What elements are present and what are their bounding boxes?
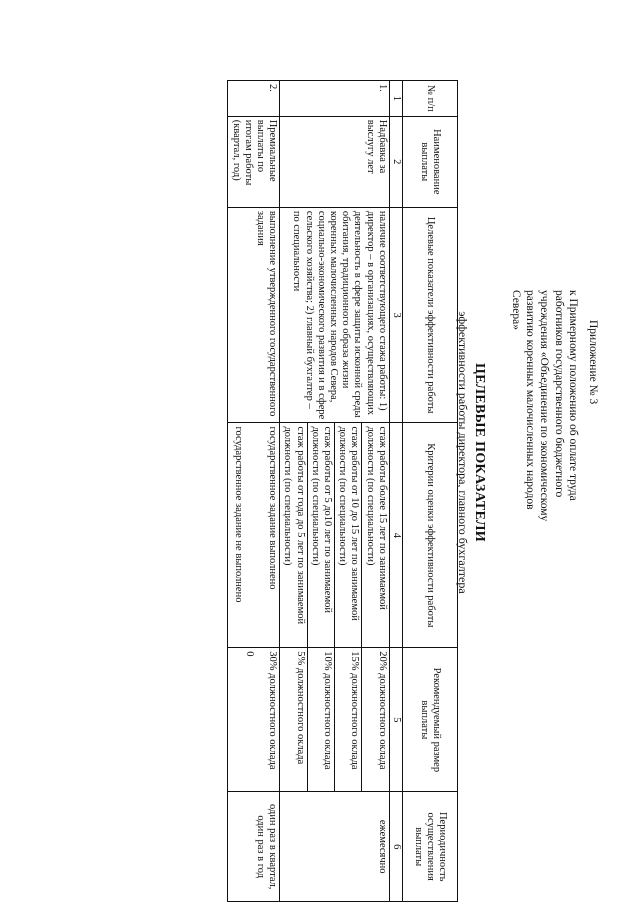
size-cell [228,648,280,792]
table-header-row [403,81,458,902]
column-number: 3 [389,207,402,423]
column-number: 4 [389,423,402,648]
column-number: 2 [389,116,402,207]
appendix-line: развитию коренных малочисленных народов [524,290,537,510]
table-row [228,81,280,902]
payment-name: Надбавка за выслугу лет [280,116,390,207]
column-number: 6 [389,792,402,902]
criteria-cell [228,423,280,648]
size-cell: 15% должностного оклада [334,648,361,792]
header-indicators: Целевые показатели эффективности работы [403,207,458,423]
size-fulfilled: 30% должностного оклада [267,651,279,770]
size-not-fulfilled: 0 [243,651,255,657]
header-size: Рекомендуемый размер выплаты [403,648,458,792]
header-payment-name: Наименование выплаты [403,116,458,207]
indicator-text: выполнение утвержденного государственного задания [228,207,280,423]
document-title: ЦЕЛЕВЫЕ ПОКАЗАТЕЛИ [472,363,487,542]
indicator-text: наличие соответствующего стажа работы: 1) директор – в организациях, осуществляющих деятельность в сфере защиты исконной среды обитания, традиционного образа жизни коренных малочисленных народов Севера, социально-экономического развития и в сфере сельского хозяйства; 2) главный бухгалтер – по специальности [280,207,390,423]
appendix-number: Приложение № 3 [587,320,599,405]
size-cell: 5% должностного оклада [280,648,307,792]
appendix-line: к Примерному положению об оплате труда [566,290,579,501]
header-periodicity: Периодичность осуществления выплаты [403,792,458,902]
size-cell: 20% должностного оклада [362,648,389,792]
criteria-cell: стаж работы от 10 до 15 лет по занимаемой должности (по специальности) [334,423,361,648]
appendix-line: учреждения «Объединение по экономическому [538,290,551,522]
criteria-fulfilled: государственное задание выполнено [267,426,279,590]
appendix-line: работников государственного бюджетного [552,290,565,498]
appendix-block [509,290,600,580]
appendix-line: Севера» [509,290,522,330]
size-cell: 10% должностного оклада [307,648,334,792]
criteria-not-fulfilled: государственное задание не выполнено [232,426,244,603]
criteria-cell: стаж работы более 15 лет по занимаемой должности (по специальности) [362,423,389,648]
indicators-table [227,80,458,902]
document-subtitle: эффективности работы директора, главного бухгалтера [456,311,470,594]
table-row [362,81,389,902]
periodicity-cell: ежемесячно [280,792,390,902]
periodicity-cell: один раз в квартал, один раз в год [228,792,280,902]
column-number: 1 [389,81,402,117]
header-number: № п/п [403,81,458,117]
header-criteria: Критерии оценки эффективности работы [403,423,458,648]
payment-name: Премиальные выплаты по итогам работы (квартал, год) [228,116,280,207]
criteria-cell: стаж работы от года до 5 лет по занимаемой должности (по специальности) [280,423,307,648]
row-number: 1. [280,81,390,117]
column-number: 5 [389,648,402,792]
column-number-row [389,81,402,902]
criteria-cell: стаж работы от 5 до10 лет по занимаемой должности (по специальности) [307,423,334,648]
row-number: 2. [228,81,280,117]
